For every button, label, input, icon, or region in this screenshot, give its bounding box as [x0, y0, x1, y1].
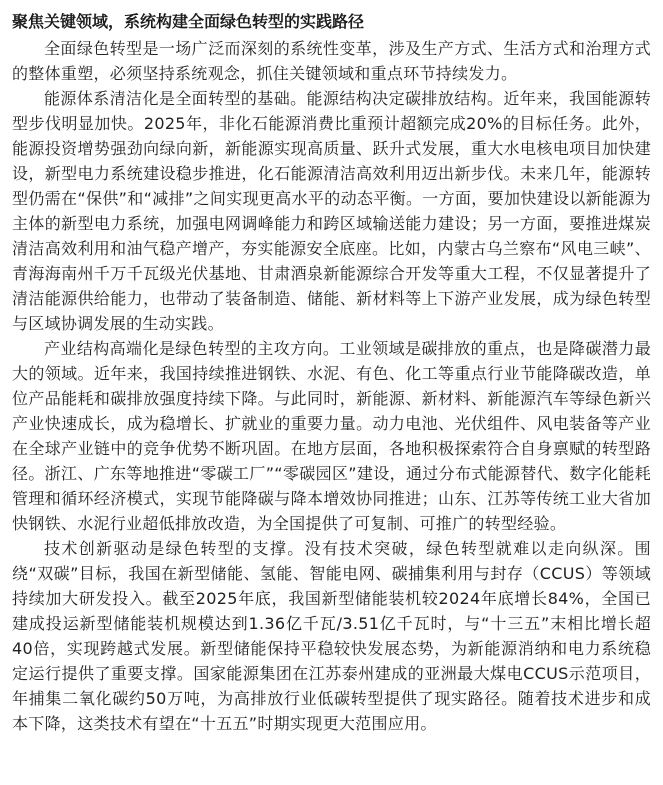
paragraph-intro: 全面绿色转型是一场广泛而深刻的系统性变革，涉及生产方式、生活方式和治理方式的整体重塑，必须坚持系统观念，抓住关键领域和重点环节持续发力。 [12, 39, 651, 83]
paragraph-energy: 能源体系清洁化是全面转型的基础。能源结构决定碳排放结构。近年来，我国能源转型步伐明显加快。2025年，非化石能源消费比重预计超额完成20%的目标任务。此外，能源投资增势强劲向绿向新，新能源实现高质量、跃升式发展，重大水电核电项目加快建设，新型电力系统建设稳步推进，化石能源清洁高效利用迈出新步伐。未来几年，能源转型仍需在“保供”和“减排”之间实现更高水平的动态平衡。一方面，要加快建设以新能源为主体的新型电力系统，加强电网调峰能力和跨区域输送能力建设；另一方面，要推进煤炭清洁高效利用和油气稳产增产，夯实能源安全底座。比如，内蒙古乌兰察布“风电三峡”、青海海南州千万千瓦级光伏基地、甘肃酒泉新能源综合开发等重大工程，不仅显著提升了清洁能源供给能力，也带动了装备制造、储能、新材料等上下游产业发展，成为绿色转型与区域协调发展的生动实践。 [12, 89, 651, 333]
paragraph-technology: 技术创新驱动是绿色转型的支撑。没有技术突破，绿色转型就难以走向纵深。围绕“双碳”目标，我国在新型储能、氢能、智能电网、碳捕集利用与封存（CCUS）等领域持续加大研发投入。截至2025年底，我国新型储能装机较2024年底增长84%，全国已建成投运新型储能装机规模达到1.36亿千瓦/3.51亿千瓦时，与“十三五”末相比增长超40倍，实现跨越式发展。新型储能保持平稳较快发展态势，为新能源消纳和电力系统稳定运行提供了重要支撑。国家能源集团在江苏泰州建成的亚洲最大煤电CCUS示范项目，年捕集二氧化碳约50万吨，为高排放行业低碳转型提供了现实路径。随着技术进步和成本下降，这类技术有望在“十五五”时期实现更大范围应用。 [12, 539, 651, 733]
paragraph-industry: 产业结构高端化是绿色转型的主攻方向。工业领域是碳排放的重点，也是降碳潜力最大的领域。近年来，我国持续推进钢铁、水泥、有色、化工等重点行业节能降碳改造，单位产品能耗和碳排放强度持续下降。与此同时，新能源、新材料、新能源汽车等绿色新兴产业快速成长，成为稳增长、扩就业的重要力量。动力电池、光伏组件、风电装备等产业在全球产业链中的竞争优势不断巩固。在地方层面，各地积极探索符合自身禀赋的转型路径。浙江、广东等地推进“零碳工厂”“零碳园区”建设，通过分布式能源替代、数字化能耗管理和循环经济模式，实现节能降碳与降本增效协同推进；山东、江苏等传统工业大省加快钢铁、水泥行业超低排放改造，为全国提供了可复制、可推广的转型经验。 [12, 339, 651, 533]
article-title: 聚焦关键领域，系统构建全面绿色转型的实践路径 [12, 12, 365, 31]
